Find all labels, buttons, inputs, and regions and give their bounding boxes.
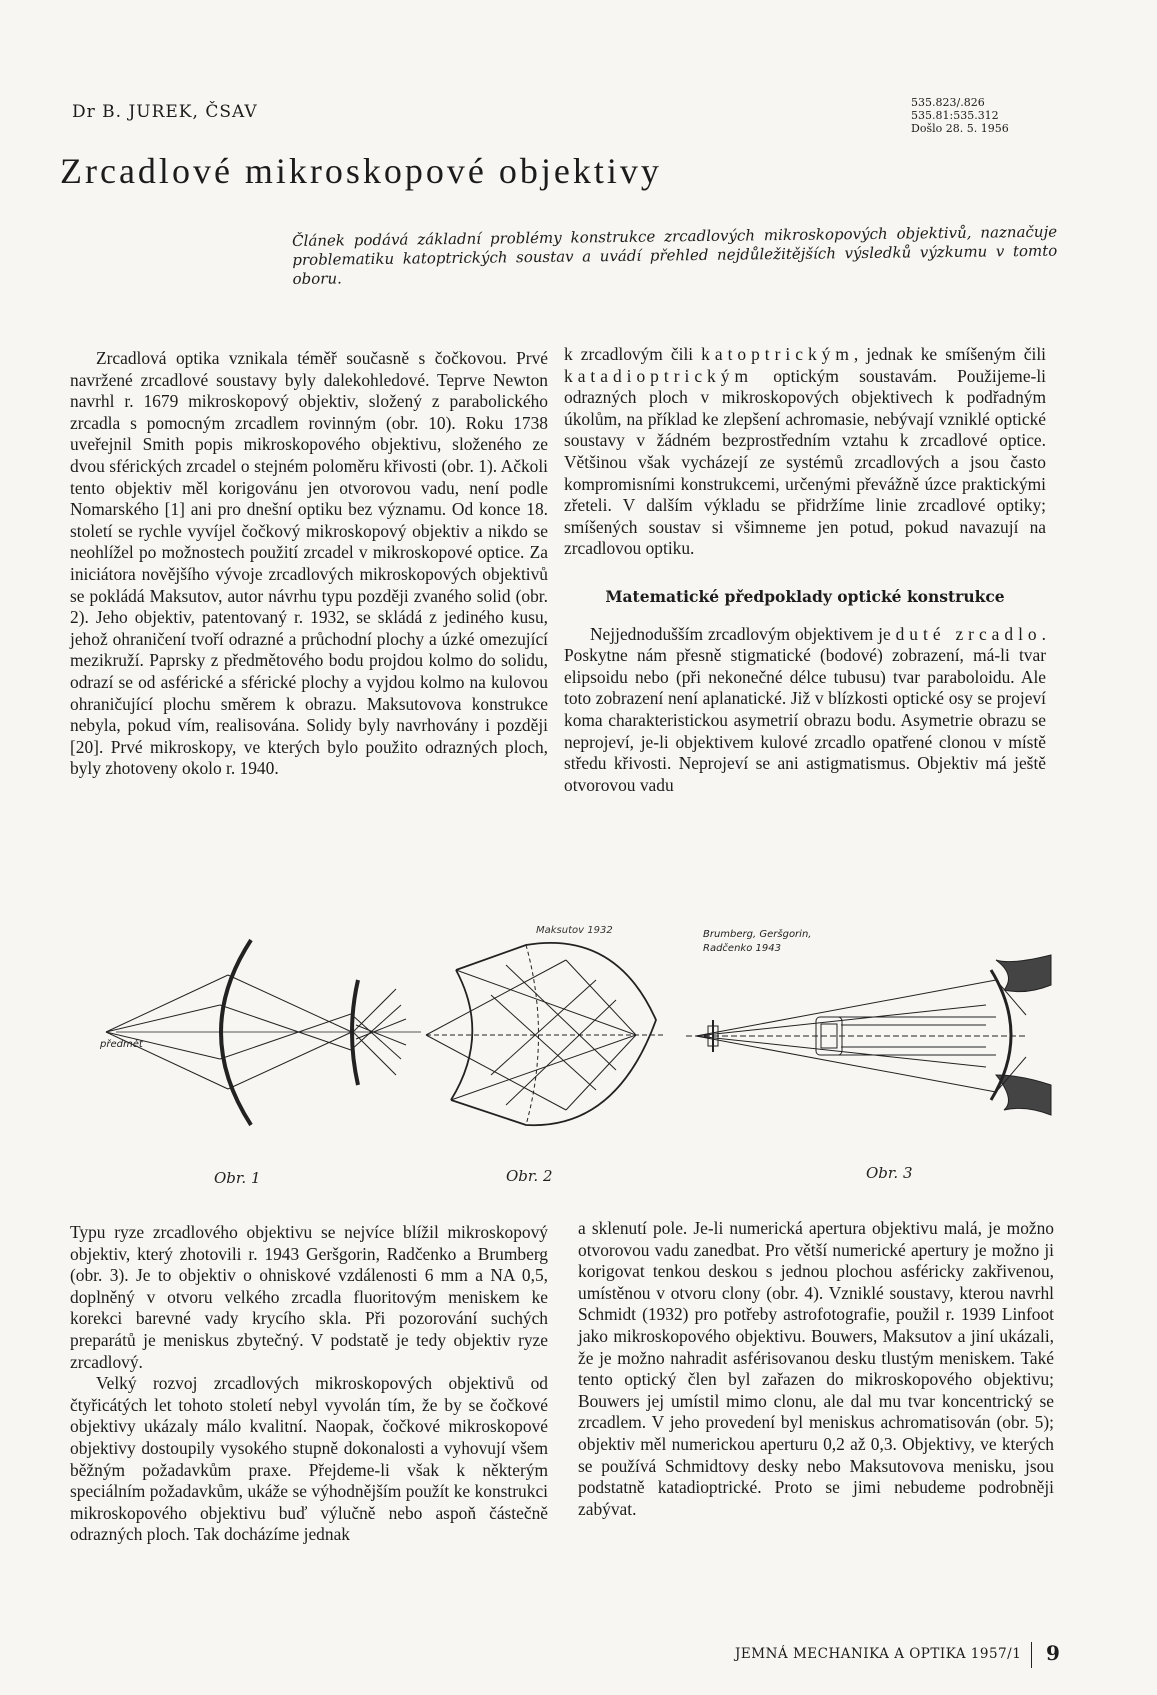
figure-3-diagram <box>686 955 1051 1115</box>
author: Dr B. JUREK, ČSAV <box>72 102 258 122</box>
fig3-caption: Obr. 3 <box>866 1164 913 1182</box>
article-title: Zrcadlové mikroskopové objektivy <box>60 151 662 191</box>
text: . Poskytne nám přesně stigmatické (bodové) zobrazení, má-li tvar elipsoidu nebo (při nekonečné délce tubusu) tvar paraboloidu. Ale toto zobrazení není aplanatické. Již v blízkosti optické osy se projeví koma charakteristickou asymetrií obrazu bodu. Asymetrie obrazu se neprojeví, je-li objektivem kulové zrcadlo opatřené clonou v místě středu křivosti. Neprojeví se ani astigmatismus. Objektiv má ještě otvorovou vadu <box>564 623 1046 795</box>
column-4 <box>578 1218 1054 1520</box>
paragraph <box>564 344 1046 560</box>
fig1-caption: Obr. 1 <box>214 1169 261 1187</box>
section-heading: Matematické předpoklady optické konstrukce <box>605 586 1005 606</box>
fig2-label: Maksutov 1932 <box>536 925 613 936</box>
fig3-label-line2: Radčenko 1943 <box>703 943 781 954</box>
page-number: 9 <box>1046 1641 1060 1665</box>
paragraph: Typu ryze zrcadlového objektivu se nejvíce blížil mikroskopový objektiv, který zhotovili r. 1943 Geršgorin, Radčenko a Brumberg (obr. 3). Je to objektiv o ohniskové vzdálenosti 6 mm a NA 0,5, doplněný v otvoru velkého zrcadla fluoritovým meniskem ke korekci barevné vady krycího skla. Při pozorování suchých preparátů je meniskus zbytečný. V podstatě je tedy objektiv ryze zrcadlový. <box>70 1222 548 1372</box>
udc-codes <box>911 96 1009 135</box>
text: optickým soustavám. Použijeme-li odrazných ploch v mikroskopových objektivech k podřadným úkolům, na příklad ke zlepšení achromasie, nebývají vzniklé optické soustavy v žádném bezprostředním vztahu k zrcadlové optice. Většinou však vycházejí ze systémů zrcadlových a jsou často kompromisními konstrukcemi, určenými převážně úzce praktickými zřeteli. V dalším výkladu se přidržíme linie zrcadlové optiky; smíšených soustav si všimneme jen potud, pokud navazují na zrcadlovou optiku. <box>564 365 1046 559</box>
figures <box>96 925 1061 1195</box>
spaced-term: duté zrcadlo <box>895 623 1042 644</box>
abstract: Článek podává základní problémy konstrukce zrcadlových mikroskopových objektivů, naznačuje problematiku katoptrických soustav a uvádí přehled nejdůležitějších výsledků výzkumu v tomto oboru. <box>292 222 1058 288</box>
paragraph: a sklenutí pole. Je-li numerická apertura objektivu malá, je možno otvorovou vadu zanedbat. Pro větší numerické apertury je možno ji korigovat tenkou deskou s jednou plochou asféricky zakřivenou, umístěnou v otvoru clony (obr. 4). Vzniklé soustavy, kterou navrhl Schmidt (1932) pro potřeby astrofotografie, použil r. 1939 Linfoot jako mikroskopového objektivu. Bouwers, Maksutov a jiní ukázali, že je možno nahradit asférisovanou desku tlustým meniskem. Také tento optický člen byl zařazen do mikroskopového objektivu; Bouwers jej umístil mimo clonu, ale dal mu tvar koncentrický se zrcadlem. V jeho provedení byl meniskus achromatisován (obr. 5); objektiv měl numerickou aperturu 0,2 až 0,3. Objektivy, ve kterých se používá Schmidtovy desky nebo Maksutovova menisku, jsou podstatně katadioptrické. Proto se jimi nebudeme podrobněji zabývat. <box>578 1218 1054 1519</box>
fig1-label: předmět <box>100 1039 143 1050</box>
journal-footer: JEMNÁ MECHANIKA A OPTIKA 1957/1 <box>735 1646 1022 1662</box>
column-3 <box>70 1222 548 1546</box>
fig2-caption: Obr. 2 <box>506 1167 553 1185</box>
column-2 <box>564 344 1046 796</box>
text: , jednak ke smíšeným čili <box>853 344 1046 364</box>
fig3-label-line1: Brumberg, Geršgorin, <box>703 929 812 940</box>
udc-line: 535.823/.826 <box>911 96 985 109</box>
text: k zrcadlovým čili <box>564 344 702 364</box>
received-date: Došlo 28. 5. 1956 <box>911 122 1009 135</box>
paragraph <box>564 624 1046 797</box>
spaced-term: katadioptrickým <box>564 365 753 386</box>
spaced-term: katoptrickým <box>701 344 854 364</box>
paragraph: Velký rozvoj zrcadlových mikroskopových objektivů od čtyřicátých let tohoto století nebyl vyvolán tím, že by se čočkové objektivy ukázaly málo kvalitní. Naopak, čočkové mikroskopové objektivy dostoupily vysokého stupně dokonalosti a vyhovují všem běžným požadavkům praxe. Přejdeme-li však k některým speciálním požadavkům, ukáže se výhodnějším použít ke konstrukci mikroskopového objektivu buď výlučně nebo aspoň částečně odrazných ploch. Tak docházíme jednak <box>70 1373 548 1545</box>
text: Nejjednodušším zrcadlovým objektivem je <box>590 623 896 644</box>
udc-line: 535.81:535.312 <box>911 109 999 122</box>
figure-1-diagram <box>106 940 421 1125</box>
footer-divider <box>1031 1642 1032 1668</box>
column-1 <box>70 348 548 780</box>
figure-2-diagram <box>426 943 666 1125</box>
paragraph: Zrcadlová optika vznikala téměř současně s čočkovou. Prvé navržené zrcadlové soustavy byly dalekohledové. Teprve Newton navrhl r. 1679 mikroskopový objektiv, složený z parabolického zrcadla s pomocným zrcadlem rovinným (obr. 10). Roku 1738 uveřejnil Smith popis mikroskopového objektivu, složeného ze dvou sférických zrcadel o stejném poloměru křivosti (obr. 1). Ačkoli tento objektiv měl korigovánu jen otvorovou vadu, není podle Nomarského [1] ani pro dnešní optiku bez významu. Od konce 18. století se rychle vyvíjel čočkový mikroskopový objektiv a nikdo se neohlížel po možnostech použití zrcadel v mikroskopové optice. Za iniciátora novějšího vývoje zrcadlových mikroskopových objektivů se pokládá Maksutov, autor návrhu typu později zvaného solid (obr. 2). Jeho objektiv, patentovaný r. 1932, se skládá z jediného kusu, jehož ohraničení tvoří odrazné a průchodní plochy a úzké omezující mezikruží. Paprsky z předmětového bodu projdou kolmo do solidu, odrazí se od asférické a sférické plochy a vyjdou kolmo na kulovou ohraničující plochu směrem k obrazu. Maksutovova konstrukce nebyla, pokud vím, realisována. Solidy byly navrhovány i později [20]. Prvé mikroskopy, ve kterých bylo použito odrazných ploch, byly zhotoveny okolo r. 1940. <box>70 348 548 779</box>
